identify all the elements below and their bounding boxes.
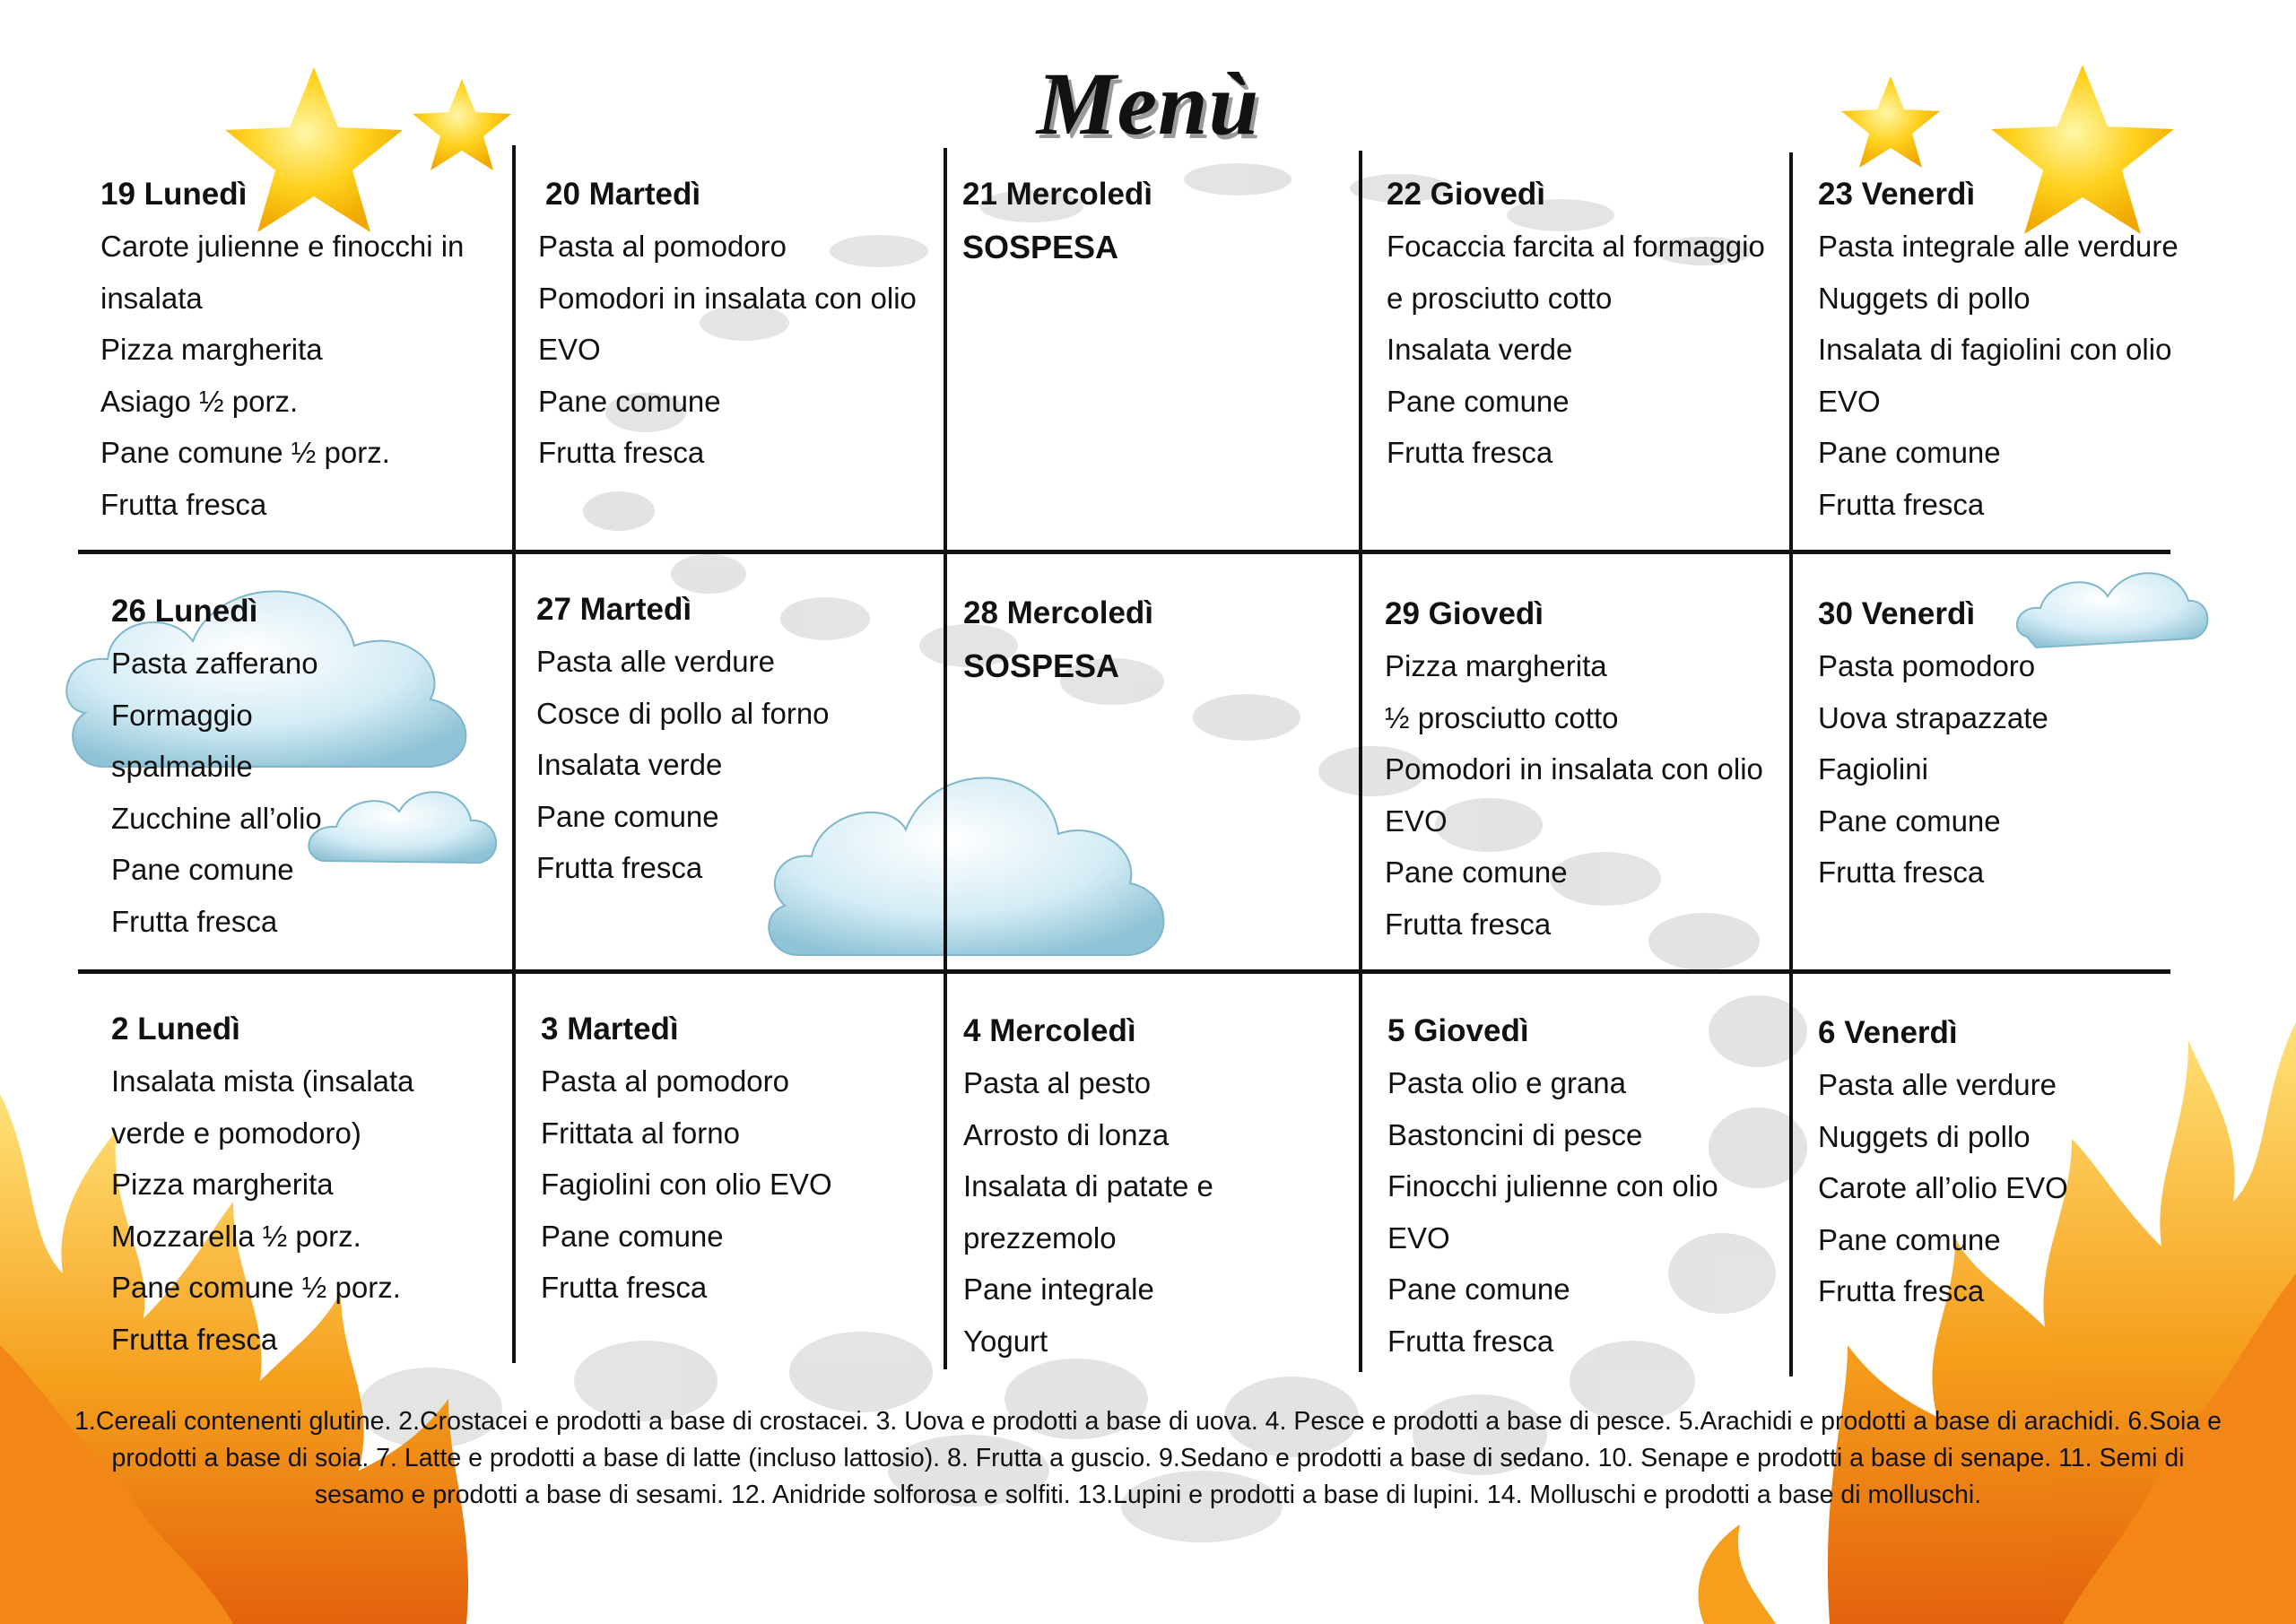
- day-title: 20 Martedì: [545, 177, 701, 212]
- day-cell: [1818, 1007, 2217, 1317]
- grid-hline: [78, 969, 2170, 974]
- dish-item: insalata: [100, 281, 203, 315]
- dish-item: Frutta fresca: [111, 1322, 278, 1356]
- dish-item: Pasta al pomodoro: [538, 230, 787, 263]
- dish-item: Pane comune: [541, 1219, 724, 1253]
- day-cell: [963, 587, 1362, 693]
- day-title: 6 Venerdì: [1818, 1015, 1958, 1050]
- dish-item: Fagiolini con olio EVO: [541, 1168, 832, 1201]
- dish-item: Yogurt: [963, 1324, 1048, 1358]
- dish-item: Carote julienne e finocchi in: [100, 230, 465, 263]
- grid-vline: [944, 148, 947, 1369]
- grid-vline: [1789, 152, 1793, 1376]
- dish-item: Finocchi julienne con olio: [1387, 1169, 1718, 1203]
- day-cell: [1385, 588, 1784, 950]
- dish-item: Carote all’olio EVO: [1818, 1171, 2068, 1204]
- dish-item: Frutta fresca: [100, 487, 267, 521]
- suspended-label: SOSPESA: [962, 229, 1119, 265]
- dish-item: Fagiolini: [1818, 752, 1928, 786]
- dish-item: EVO: [1385, 803, 1448, 838]
- dish-list: [111, 638, 510, 947]
- dish-list: [541, 1055, 940, 1314]
- dish-item: Asiago ½ porz.: [100, 384, 299, 418]
- dish-item: Zucchine all’olio: [111, 801, 322, 835]
- dish-item: Frutta fresca: [1385, 907, 1552, 941]
- dish-item: Pasta al pomodoro: [541, 1064, 790, 1098]
- dish-item: Frutta fresca: [536, 851, 703, 884]
- dish-item: Frutta fresca: [541, 1271, 708, 1304]
- dish-item: Frutta fresca: [538, 436, 705, 469]
- dish-item: Pasta integrale alle verdure: [1818, 230, 2179, 263]
- day-title: 30 Venerdì: [1818, 596, 1976, 631]
- day-cell: [100, 169, 500, 530]
- dish-list: [1385, 640, 1784, 950]
- dish-item: Pasta al pesto: [963, 1066, 1152, 1099]
- dish-list: [111, 1055, 510, 1365]
- dish-item: Pane comune ½ porz.: [111, 1271, 401, 1304]
- day-cell: [1387, 1005, 1787, 1367]
- dish-list: [963, 1057, 1362, 1367]
- day-cell: [962, 169, 1361, 274]
- dish-item: Pane comune: [538, 384, 721, 418]
- dish-item: Pizza margherita: [1385, 649, 1607, 682]
- dish-item: Frutta fresca: [1818, 855, 1985, 889]
- dish-list: [536, 636, 935, 894]
- dish-item: Pasta alle verdure: [536, 645, 775, 678]
- dish-item: Pane comune: [1387, 1272, 1570, 1306]
- dish-list: [100, 221, 500, 530]
- dish-item: e prosciutto cotto: [1387, 281, 1613, 315]
- dish-item: Focaccia farcita al formaggio: [1387, 230, 1765, 263]
- day-title: 29 Giovedì: [1385, 596, 1544, 631]
- dish-item: Pane comune ½ porz.: [100, 436, 390, 469]
- dish-item: verde e pomodoro): [111, 1116, 361, 1150]
- dish-item: Pane comune: [1385, 855, 1568, 889]
- dish-item: Insalata mista (insalata: [111, 1064, 414, 1098]
- dish-item: Pomodori in insalata con olio: [538, 281, 917, 315]
- day-title: 2 Lunedì: [111, 1012, 240, 1046]
- dish-item: Pane comune: [111, 853, 294, 886]
- day-title: 27 Martedì: [536, 592, 692, 627]
- dish-item: Frutta fresca: [1387, 436, 1553, 469]
- day-cell: [963, 1005, 1362, 1367]
- page-title: Menù: [1036, 54, 1260, 153]
- dish-item: spalmabile: [111, 750, 253, 783]
- dish-list: [1387, 1057, 1787, 1367]
- suspended-label: SOSPESA: [963, 647, 1120, 684]
- dish-item: ½ prosciutto cotto: [1385, 700, 1619, 734]
- dish-item: Pane comune: [1818, 1222, 2001, 1256]
- day-cell: [1387, 169, 1786, 479]
- dish-item: Frittata al forno: [541, 1116, 740, 1150]
- dish-item: Mozzarella ½ porz.: [111, 1219, 361, 1253]
- dish-item: Pizza margherita: [100, 333, 323, 366]
- dish-item: Pasta zafferano: [111, 647, 318, 680]
- dish-item: Nuggets di pollo: [1818, 281, 2031, 315]
- dish-item: Nuggets di pollo: [1818, 1119, 2031, 1153]
- dish-item: Pane integrale: [963, 1272, 1154, 1306]
- dish-item: EVO: [538, 333, 601, 366]
- dish-item: Pane comune: [1387, 384, 1570, 418]
- day-cell: [536, 584, 935, 894]
- dish-item: Bastoncini di pesce: [1387, 1117, 1643, 1151]
- dish-item: Pizza margherita: [111, 1168, 334, 1201]
- dish-list: [1818, 1059, 2217, 1317]
- day-title: 22 Giovedì: [1387, 177, 1546, 212]
- dish-item: EVO: [1818, 384, 1881, 418]
- dish-item: Pasta alle verdure: [1818, 1068, 2057, 1101]
- day-title: 21 Mercoledì: [962, 177, 1153, 212]
- dish-item: Formaggio: [111, 698, 253, 732]
- dish-list: [1387, 221, 1786, 479]
- day-cell: [111, 1003, 510, 1365]
- dish-item: Cosce di pollo al forno: [536, 696, 830, 730]
- day-title: 3 Martedì: [541, 1012, 679, 1046]
- day-cell: [1818, 588, 2217, 899]
- grid-vline: [512, 145, 516, 1363]
- dish-item: Frutta fresca: [1387, 1324, 1554, 1358]
- dish-item: Pane comune: [536, 799, 719, 833]
- dish-item: Insalata verde: [536, 748, 723, 781]
- dish-item: Uova strapazzate: [1818, 700, 2048, 734]
- day-cell: [1818, 169, 2217, 530]
- dish-item: Pasta olio e grana: [1387, 1066, 1627, 1099]
- dish-item: Pane comune: [1818, 436, 2001, 469]
- day-title: 5 Giovedì: [1387, 1013, 1529, 1048]
- dish-list: [1818, 640, 2217, 899]
- day-title: 26 Lunedì: [111, 594, 258, 629]
- dish-item: Frutta fresca: [111, 904, 278, 938]
- dish-item: EVO: [1387, 1220, 1450, 1255]
- dish-item: Pasta pomodoro: [1818, 649, 2036, 682]
- dish-item: Arrosto di lonza: [963, 1117, 1170, 1151]
- day-title: 28 Mercoledì: [963, 595, 1154, 630]
- dish-item: Pomodori in insalata con olio: [1385, 752, 1763, 786]
- dish-item: Frutta fresca: [1818, 1274, 1985, 1307]
- day-title: 19 Lunedì: [100, 177, 248, 212]
- day-title: 4 Mercoledì: [963, 1013, 1136, 1048]
- day-title: 23 Venerdì: [1818, 177, 1976, 212]
- day-cell: [541, 1003, 940, 1314]
- dish-item: Frutta fresca: [1818, 487, 1985, 521]
- dish-item: Insalata di fagiolini con olio: [1818, 333, 2172, 366]
- dish-item: Pane comune: [1818, 803, 2001, 838]
- day-cell: [538, 169, 937, 479]
- dish-list: [1818, 221, 2217, 530]
- day-cell: [111, 586, 510, 947]
- dish-item: Insalata di patate e: [963, 1169, 1213, 1203]
- dish-list: [538, 221, 937, 479]
- allergens-legend: 1.Cereali contenenti glutine. 2.Crostacei e prodotti a base di crostacei. 3. Uova e prodotti a base di uova. 4. Pesce e prodotti a base di pesce. 5.Arachidi e prodotti a base di arachidi. 6.Soia e prodotti a base di soia. 7. Latte e prodotti a base di latte (incluso lattosio). 8. Frutta a guscio. 9.Sedano e prodotti a base di sedano. 10. Senape e prodotti a base di senape. 11. Semi di sesamo e prodotti a base di sesami. 12. Anidride solforosa e solfiti. 13.Lupini e prodotti a base di lupini. 14. Molluschi e prodotti a base di molluschi.: [74, 1407, 2222, 1509]
- dish-item: Insalata verde: [1387, 333, 1573, 366]
- dish-item: prezzemolo: [963, 1220, 1117, 1255]
- grid-hline: [78, 550, 2170, 554]
